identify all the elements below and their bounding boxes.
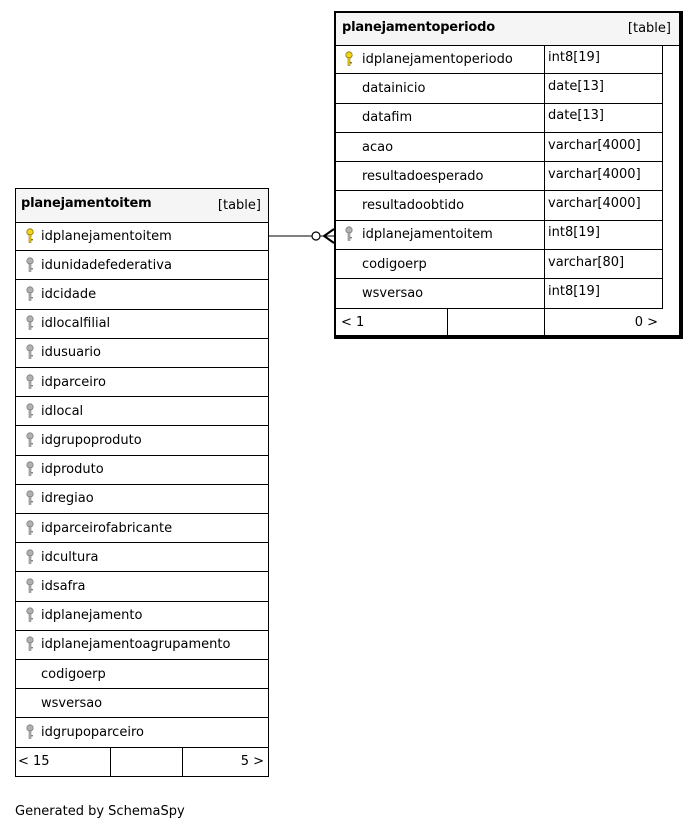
column-name: acao — [362, 139, 394, 155]
column-divider — [662, 45, 663, 309]
foreign-key-icon — [26, 549, 34, 569]
foreign-key-icon — [26, 607, 34, 627]
column-name: idplanejamentoperiodo — [362, 51, 513, 67]
table-footer — [16, 748, 268, 776]
footer-divider — [110, 748, 111, 776]
column-type: varchar[4000] — [548, 166, 641, 182]
column-row[interactable] — [16, 222, 268, 251]
column-name: codigoerp — [41, 666, 106, 682]
column-row[interactable] — [16, 397, 268, 426]
column-row[interactable] — [16, 689, 268, 718]
foreign-key-icon — [26, 344, 34, 364]
column-row[interactable] — [336, 74, 663, 103]
foreign-key-icon — [26, 520, 34, 540]
footer-children-count: < 15 — [18, 754, 50, 769]
column-row[interactable] — [16, 572, 268, 601]
foreign-key-icon — [26, 724, 34, 744]
column-name: idunidadefederativa — [41, 257, 172, 273]
column-type: varchar[4000] — [548, 196, 641, 212]
column-row[interactable] — [16, 426, 268, 455]
column-type: int8[19] — [548, 284, 600, 300]
column-name: idsafra — [41, 578, 86, 594]
table-name: planejamentoitem — [21, 196, 152, 211]
column-name: idlocal — [41, 403, 84, 419]
table-type-label: [table] — [627, 21, 671, 36]
table-header — [336, 13, 679, 46]
column-row[interactable] — [336, 162, 663, 191]
column-row[interactable] — [16, 485, 268, 514]
column-row[interactable] — [336, 104, 663, 133]
column-type: varchar[80] — [548, 254, 625, 270]
column-row[interactable] — [16, 368, 268, 397]
column-name: idplanejamento — [41, 608, 143, 624]
relationship-crowfoot — [324, 229, 334, 243]
foreign-key-icon — [26, 315, 34, 335]
table-name: planejamentoperiodo — [342, 20, 495, 35]
column-name: wsversao — [41, 695, 103, 711]
column-row[interactable] — [16, 280, 268, 309]
foreign-key-icon — [26, 578, 34, 598]
column-row[interactable] — [16, 543, 268, 572]
column-row[interactable] — [16, 251, 268, 280]
footer-parents-count: 0 > — [634, 315, 658, 330]
column-type: date[13] — [548, 78, 604, 94]
footer-divider — [447, 309, 448, 335]
column-row[interactable] — [16, 660, 268, 689]
foreign-key-icon — [26, 490, 34, 510]
column-name: codigoerp — [362, 256, 427, 272]
column-row[interactable] — [16, 602, 268, 631]
column-row[interactable] — [336, 45, 663, 74]
foreign-key-icon — [26, 636, 34, 656]
column-name: idproduto — [41, 462, 104, 478]
column-name: datafim — [362, 110, 413, 126]
column-name: idgrupoparceiro — [41, 724, 144, 740]
column-name: resultadoobtido — [362, 198, 465, 214]
primary-key-icon — [26, 228, 34, 248]
table-header — [16, 189, 268, 223]
column-name: idplanejamentoagrupamento — [41, 637, 231, 653]
column-row[interactable] — [16, 339, 268, 368]
column-type: int8[19] — [548, 225, 600, 241]
table-planejamentoitem[interactable] — [15, 188, 269, 777]
column-name: idcultura — [41, 549, 99, 565]
column-row[interactable] — [336, 250, 663, 279]
column-row[interactable] — [16, 310, 268, 339]
column-type: varchar[4000] — [548, 137, 641, 153]
column-name: idusuario — [41, 345, 101, 361]
column-row[interactable] — [336, 133, 663, 162]
relationship-optional-circle — [312, 232, 320, 240]
foreign-key-icon — [26, 403, 34, 423]
column-divider — [544, 45, 545, 335]
column-name: wsversao — [362, 286, 424, 302]
column-row[interactable] — [16, 456, 268, 485]
column-name: idgrupoproduto — [41, 432, 142, 448]
generated-by-credit: Generated by SchemaSpy — [15, 804, 185, 819]
foreign-key-icon — [345, 226, 353, 246]
column-row[interactable] — [16, 718, 268, 747]
column-row[interactable] — [16, 514, 268, 543]
column-name: idcidade — [41, 286, 97, 302]
column-row[interactable] — [16, 631, 268, 660]
foreign-key-icon — [26, 461, 34, 481]
column-type: int8[19] — [548, 49, 600, 65]
column-row[interactable] — [336, 192, 663, 221]
column-row[interactable] — [336, 279, 663, 308]
foreign-key-icon — [26, 432, 34, 452]
column-name: idparceirofabricante — [41, 520, 173, 536]
column-name: idregiao — [41, 491, 94, 507]
column-name: idplanejamentoitem — [362, 227, 493, 243]
column-name: idparceiro — [41, 374, 106, 390]
primary-key-icon — [345, 51, 353, 71]
foreign-key-icon — [26, 374, 34, 394]
column-type: date[13] — [548, 108, 604, 124]
column-name: resultadoesperado — [362, 168, 484, 184]
foreign-key-icon — [26, 257, 34, 277]
footer-divider — [182, 748, 183, 776]
footer-children-count: < 1 — [341, 315, 365, 330]
column-name: idlocalfilial — [41, 316, 111, 332]
table-planejamentoperiodo[interactable] — [334, 11, 683, 339]
table-type-label: [table] — [217, 198, 261, 213]
column-row[interactable] — [336, 221, 663, 250]
column-name: idplanejamentoitem — [41, 228, 172, 244]
footer-parents-count: 5 > — [240, 754, 264, 769]
table-footer — [336, 309, 663, 335]
foreign-key-icon — [26, 286, 34, 306]
column-name: datainicio — [362, 80, 426, 96]
